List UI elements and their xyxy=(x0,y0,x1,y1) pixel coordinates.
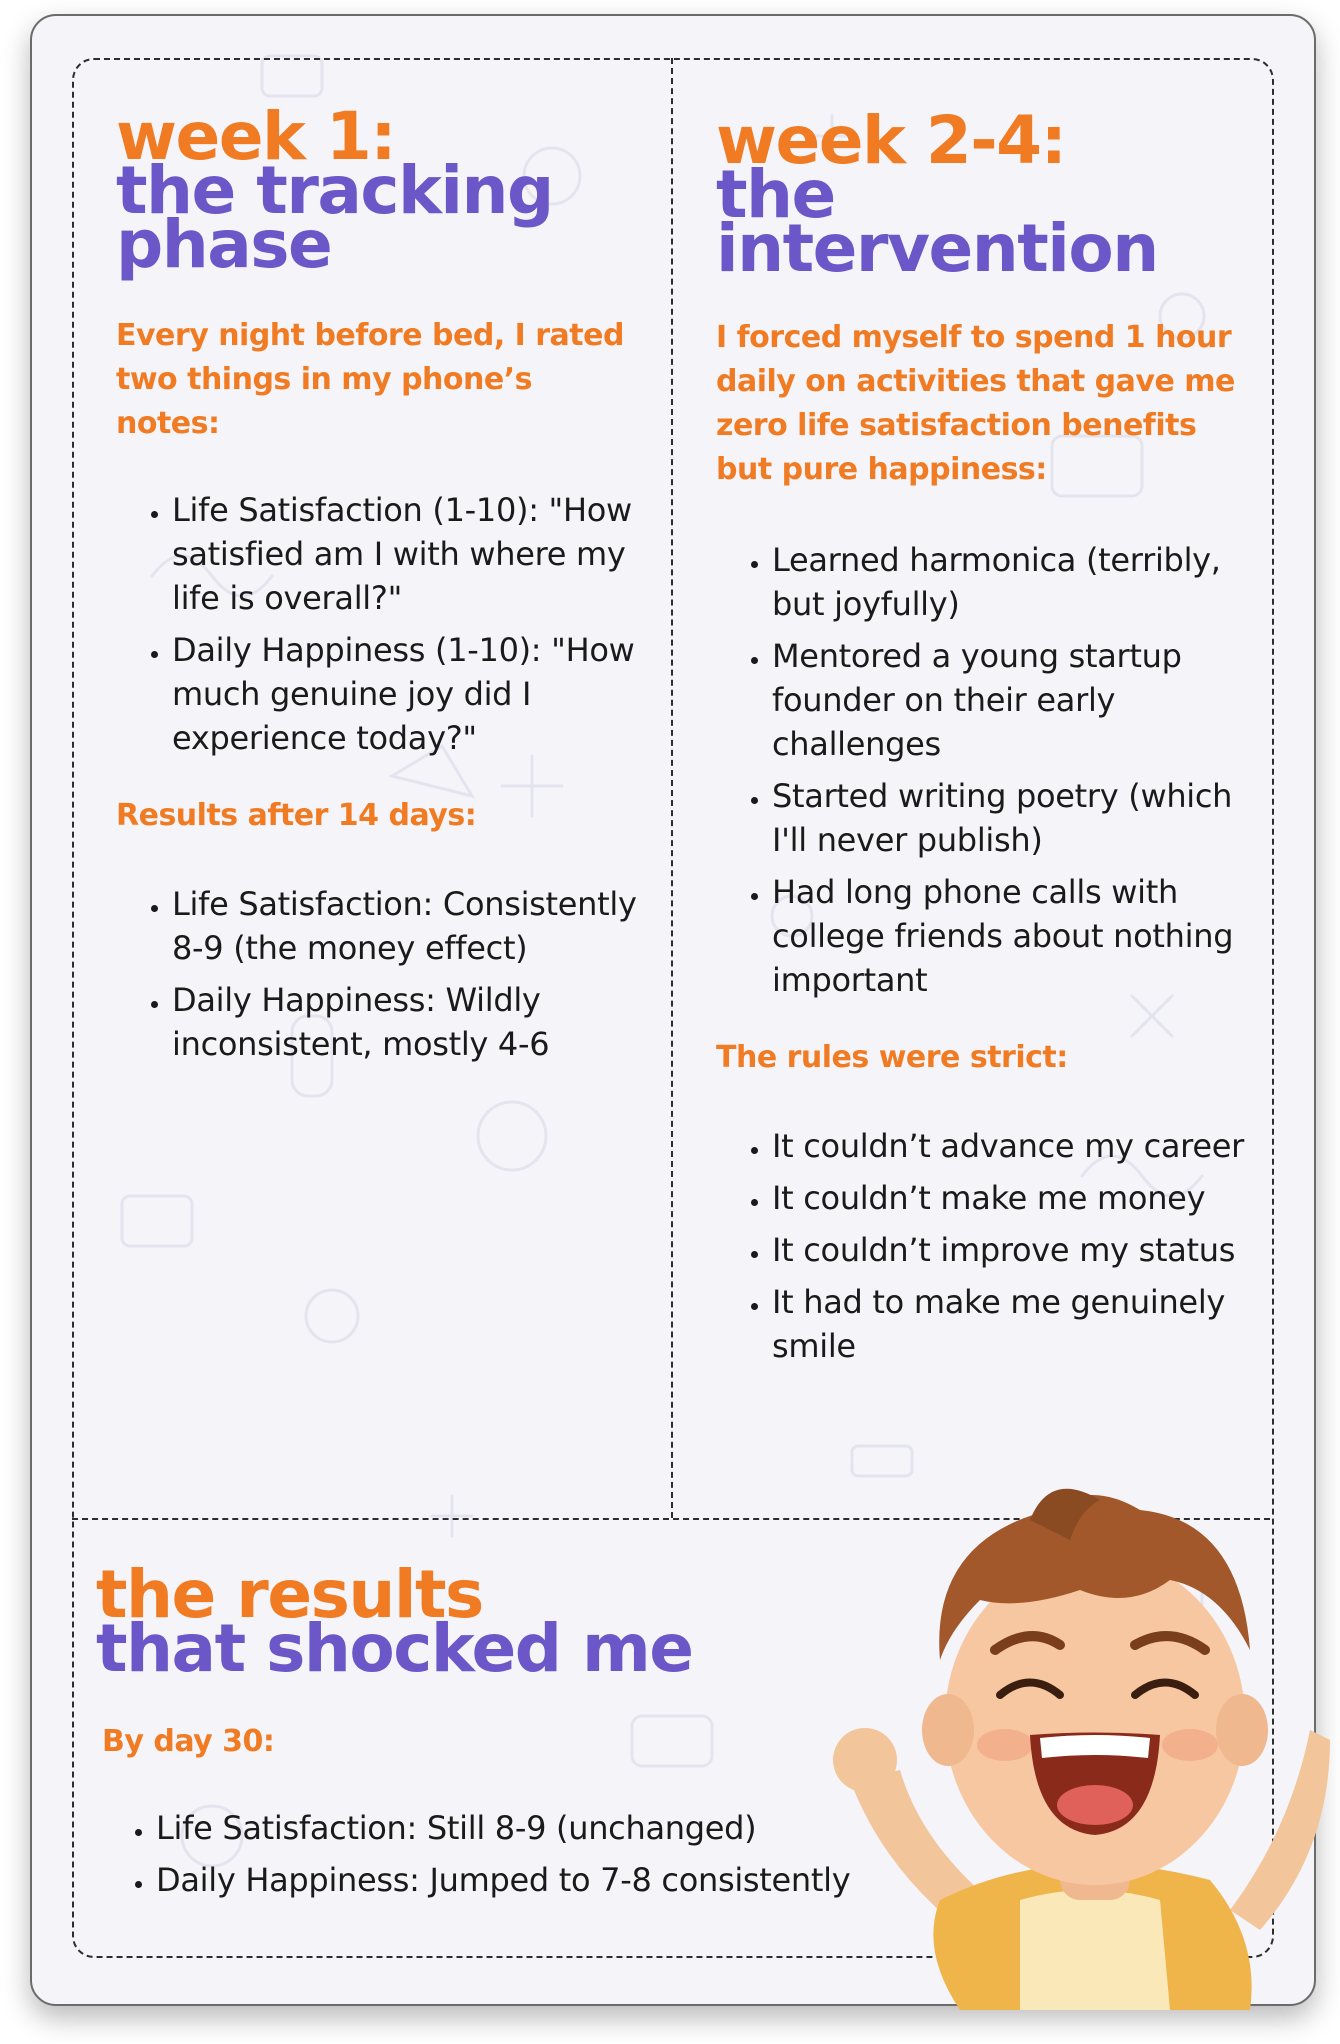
week2-activities-list xyxy=(716,538,1256,1002)
cheering-boy-illustration xyxy=(790,1480,1330,2010)
results-section xyxy=(96,1556,896,1910)
column-divider xyxy=(671,58,673,1518)
list-item: • Mentored a young startup founder on their early challenges xyxy=(772,634,1256,766)
results-title xyxy=(96,1556,896,1688)
list-item: • It couldn’t make me money xyxy=(772,1176,1256,1220)
week2-title-line1: week 2-4: xyxy=(716,102,1066,179)
list-item: • Daily Happiness (1-10): "How much genuine joy did I experience today?" xyxy=(172,628,656,760)
week2-title-line2: the xyxy=(716,156,835,234)
list-item: • Daily Happiness: Wildly inconsistent, mostly 4-6 xyxy=(172,978,656,1066)
list-item: • Daily Happiness: Jumped to 7-8 consistently xyxy=(156,1858,896,1902)
week1-title-line2: the tracking xyxy=(116,152,553,230)
week1-title-line3: phase xyxy=(116,206,332,284)
week1-results-list xyxy=(116,882,656,1066)
list-item: • Life Satisfaction: Still 8-9 (unchanged) xyxy=(156,1806,896,1850)
week2-rules-list xyxy=(716,1124,1256,1368)
list-item: • It couldn’t improve my status xyxy=(772,1228,1256,1272)
results-title-line1: the results xyxy=(96,1556,483,1633)
results-list xyxy=(96,1806,896,1902)
week2-title xyxy=(716,102,1256,288)
week1-results-heading: Results after 14 days: xyxy=(116,798,477,834)
list-item: • Life Satisfaction: Consistently 8-9 (the money effect) xyxy=(172,882,656,970)
week2-rules-heading: The rules were strict: xyxy=(716,1040,1068,1076)
fist-icon xyxy=(833,1728,897,1792)
results-title-line2: that shocked me xyxy=(96,1610,693,1688)
week2-section xyxy=(716,102,1256,1376)
list-item: • It couldn’t advance my career xyxy=(772,1124,1256,1168)
list-item: • It had to make me genuinely smile xyxy=(772,1280,1256,1368)
list-item: • Life Satisfaction (1-10): "How satisfied am I with where my life is overall?" xyxy=(172,488,656,620)
week2-intro: I forced myself to spend 1 hour daily on activities that gave me zero life satisfaction benefits but pure happiness: xyxy=(716,320,1235,488)
week1-title-line1: week 1: xyxy=(116,98,396,175)
list-item: • Started writing poetry (which I'll never publish) xyxy=(772,774,1256,862)
week1-intro: Every night before bed, I rated two things in my phone’s notes: xyxy=(116,318,624,442)
week1-section xyxy=(116,98,656,1074)
list-item: • Learned harmonica (terribly, but joyfully) xyxy=(772,538,1256,626)
week1-list xyxy=(116,488,656,760)
list-item: • Had long phone calls with college friends about nothing important xyxy=(772,870,1256,1002)
results-subheading: By day 30: xyxy=(102,1724,275,1760)
week2-title-line3: intervention xyxy=(716,210,1158,288)
week1-title xyxy=(116,98,656,284)
